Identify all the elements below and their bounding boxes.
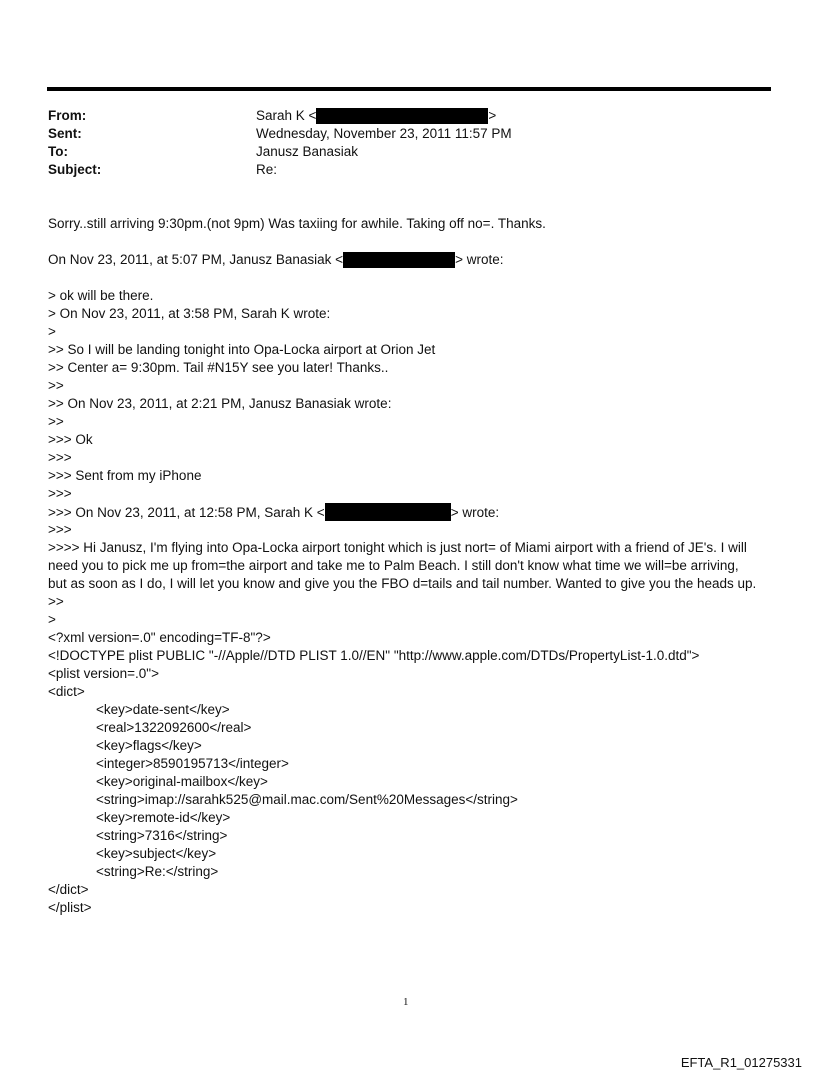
quote-line: > ok will be there. bbox=[48, 288, 154, 303]
xml-line: <plist version=.0"> bbox=[48, 666, 159, 681]
redaction-box bbox=[343, 252, 455, 268]
quote-line: >>> bbox=[48, 522, 72, 537]
page-number: 1 bbox=[403, 996, 409, 1008]
xml-line: <!DOCTYPE plist PUBLIC "-//Apple//DTD PLIST 1.0//EN" "http://www.apple.com/DTDs/PropertyList-1.0.dtd"> bbox=[48, 648, 700, 663]
from-name: Sarah K < bbox=[256, 108, 317, 123]
xml-line: <string>imap://sarahk525@mail.mac.com/Sent%20Messages</string> bbox=[96, 792, 518, 807]
xml-line: </plist> bbox=[48, 900, 92, 915]
xml-line: <key>original-mailbox</key> bbox=[96, 774, 268, 789]
xml-line: <key>remote-id</key> bbox=[96, 810, 231, 825]
quote-line: >>> Ok bbox=[48, 432, 93, 447]
sent-label: Sent: bbox=[48, 126, 82, 141]
to-value: Janusz Banasiak bbox=[256, 144, 359, 159]
xml-line: <integer>8590195713</integer> bbox=[96, 756, 289, 771]
redaction-box bbox=[316, 108, 488, 124]
xml-line: <string>7316</string> bbox=[96, 828, 228, 843]
subject-label: Subject: bbox=[48, 162, 102, 177]
bates-number: EFTA_R1_01275331 bbox=[680, 1055, 802, 1070]
subject-value: Re: bbox=[256, 162, 278, 177]
quote-line bbox=[48, 503, 499, 522]
xml-line: <key>flags</key> bbox=[96, 738, 202, 753]
xml-line: <?xml version=.0" encoding=TF-8"?> bbox=[48, 630, 271, 645]
quote-line: >> bbox=[48, 594, 64, 609]
xml-line: <key>subject</key> bbox=[96, 846, 217, 861]
quote-line: >>> bbox=[48, 450, 72, 465]
quote-header-end: > wrote: bbox=[455, 252, 504, 267]
xml-line: <real>1322092600</real> bbox=[96, 720, 252, 735]
from-label: From: bbox=[48, 108, 87, 123]
quote-header-text: On Nov 23, 2011, at 5:07 PM, Janusz Banasiak < bbox=[48, 252, 344, 267]
quote-paragraph: >>>> Hi Janusz, I'm flying into Opa-Locka airport tonight which is just nort= of Miami airport with a friend of JE's. I will need you to pick me up from=the airport and take me to Palm Beach. I still don't know what time we will=be arriving, but as soon as I do, I will let you know and give you the FBO d=tails and tail number. Wanted to give you the heads up. bbox=[48, 540, 757, 591]
header-rule bbox=[47, 87, 771, 91]
xml-line: <key>date-sent</key> bbox=[96, 702, 230, 717]
quote-line: >> bbox=[48, 414, 64, 429]
quote-line: >>> Sent from my iPhone bbox=[48, 468, 202, 483]
quote-line: >> bbox=[48, 378, 64, 393]
quote-line-end: > wrote: bbox=[450, 505, 500, 520]
quote-line: > bbox=[48, 612, 56, 627]
sent-value: Wednesday, November 23, 2011 11:57 PM bbox=[256, 126, 512, 141]
quote-line: >> So I will be landing tonight into Opa-Locka airport at Orion Jet bbox=[48, 342, 436, 357]
from-bracket: > bbox=[488, 108, 497, 123]
xml-line: <dict> bbox=[48, 684, 85, 699]
quote-line: >>> bbox=[48, 486, 72, 501]
xml-line: </dict> bbox=[48, 882, 89, 897]
quote-line: > bbox=[48, 324, 56, 339]
body-line: Sorry..still arriving 9:30pm.(not 9pm) Was taxiing for awhile. Taking off no=. Thanks. bbox=[48, 216, 546, 231]
quote-line: > On Nov 23, 2011, at 3:58 PM, Sarah K wrote: bbox=[48, 306, 331, 321]
redaction-box bbox=[325, 503, 451, 521]
quote-line: >> On Nov 23, 2011, at 2:21 PM, Janusz Banasiak wrote: bbox=[48, 396, 392, 411]
quote-line: >> Center a= 9:30pm. Tail #N15Y see you later! Thanks.. bbox=[48, 360, 389, 375]
quote-header bbox=[48, 251, 503, 269]
quote-line-text: >>> On Nov 23, 2011, at 12:58 PM, Sarah K < bbox=[48, 505, 325, 520]
xml-line: <string>Re:</string> bbox=[96, 864, 219, 879]
to-label: To: bbox=[48, 144, 68, 159]
from-value bbox=[256, 107, 496, 125]
